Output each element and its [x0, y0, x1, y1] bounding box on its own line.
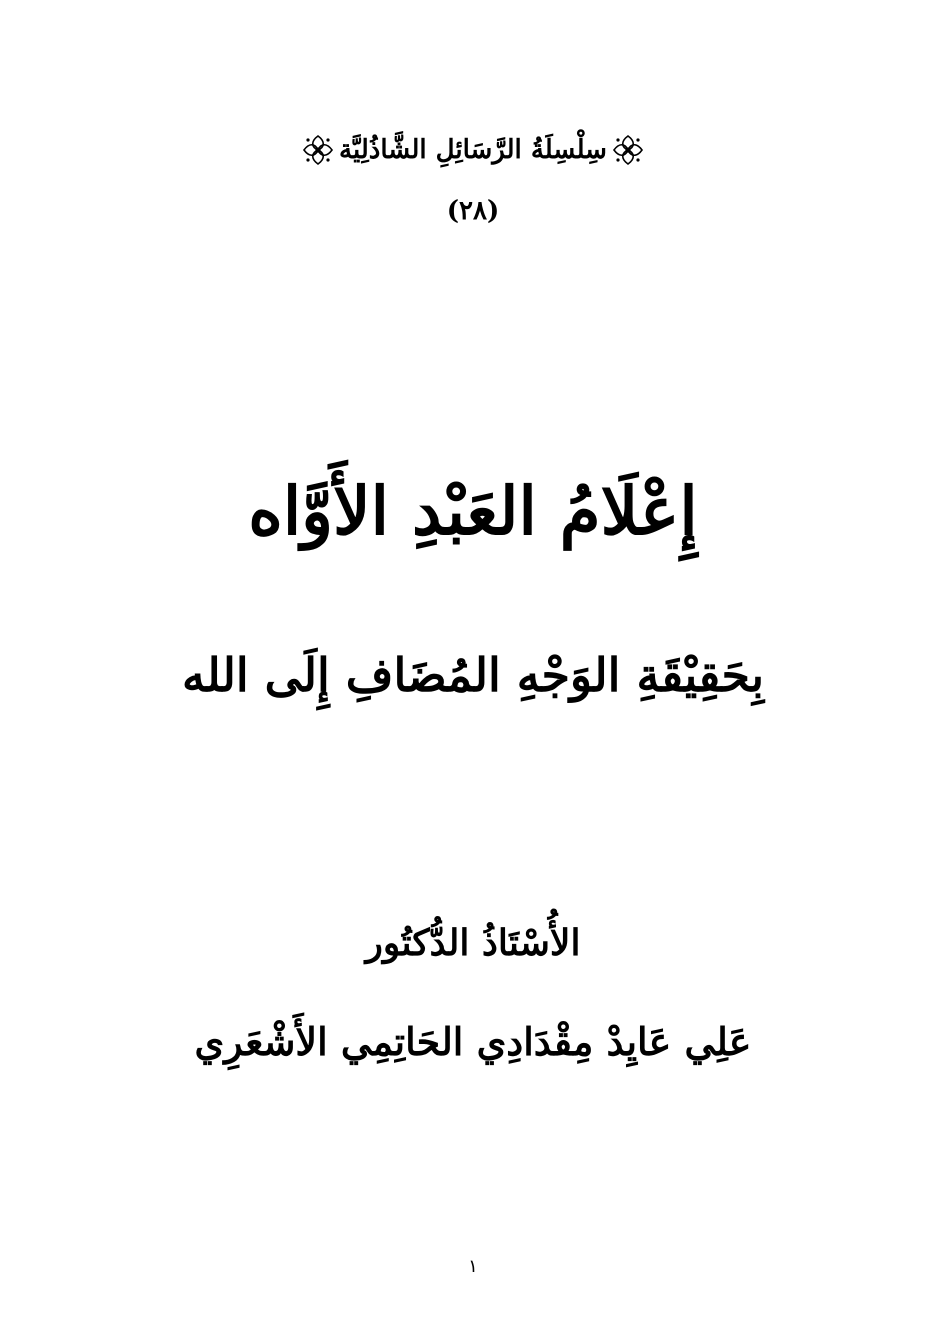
ornament-right-icon [611, 133, 645, 167]
series-title: سِلْسِلَةُ الرَّسَائِلِ الشَّاذُلِيَّة [339, 135, 607, 165]
author-title-label: الأُسْتَاذُ الدُّكتُور [365, 922, 581, 964]
series-header [0, 128, 946, 172]
book-title-line-2: بِحَقِيْقَةِ الوَجْهِ المُضَافِ إِلَى الله [181, 648, 765, 702]
author-name: عَلِي عَايِدْ مِقْدَادِي الحَاتِمِي الأَشْعَرِي [194, 1019, 752, 1064]
series-number: (٢٨) [446, 196, 500, 226]
page-number: ١ [468, 1256, 478, 1277]
book-title-line-1: إِعْلَامُ العَبْدِ الأَوَّاه [248, 472, 698, 550]
ornament-left-icon [301, 133, 335, 167]
